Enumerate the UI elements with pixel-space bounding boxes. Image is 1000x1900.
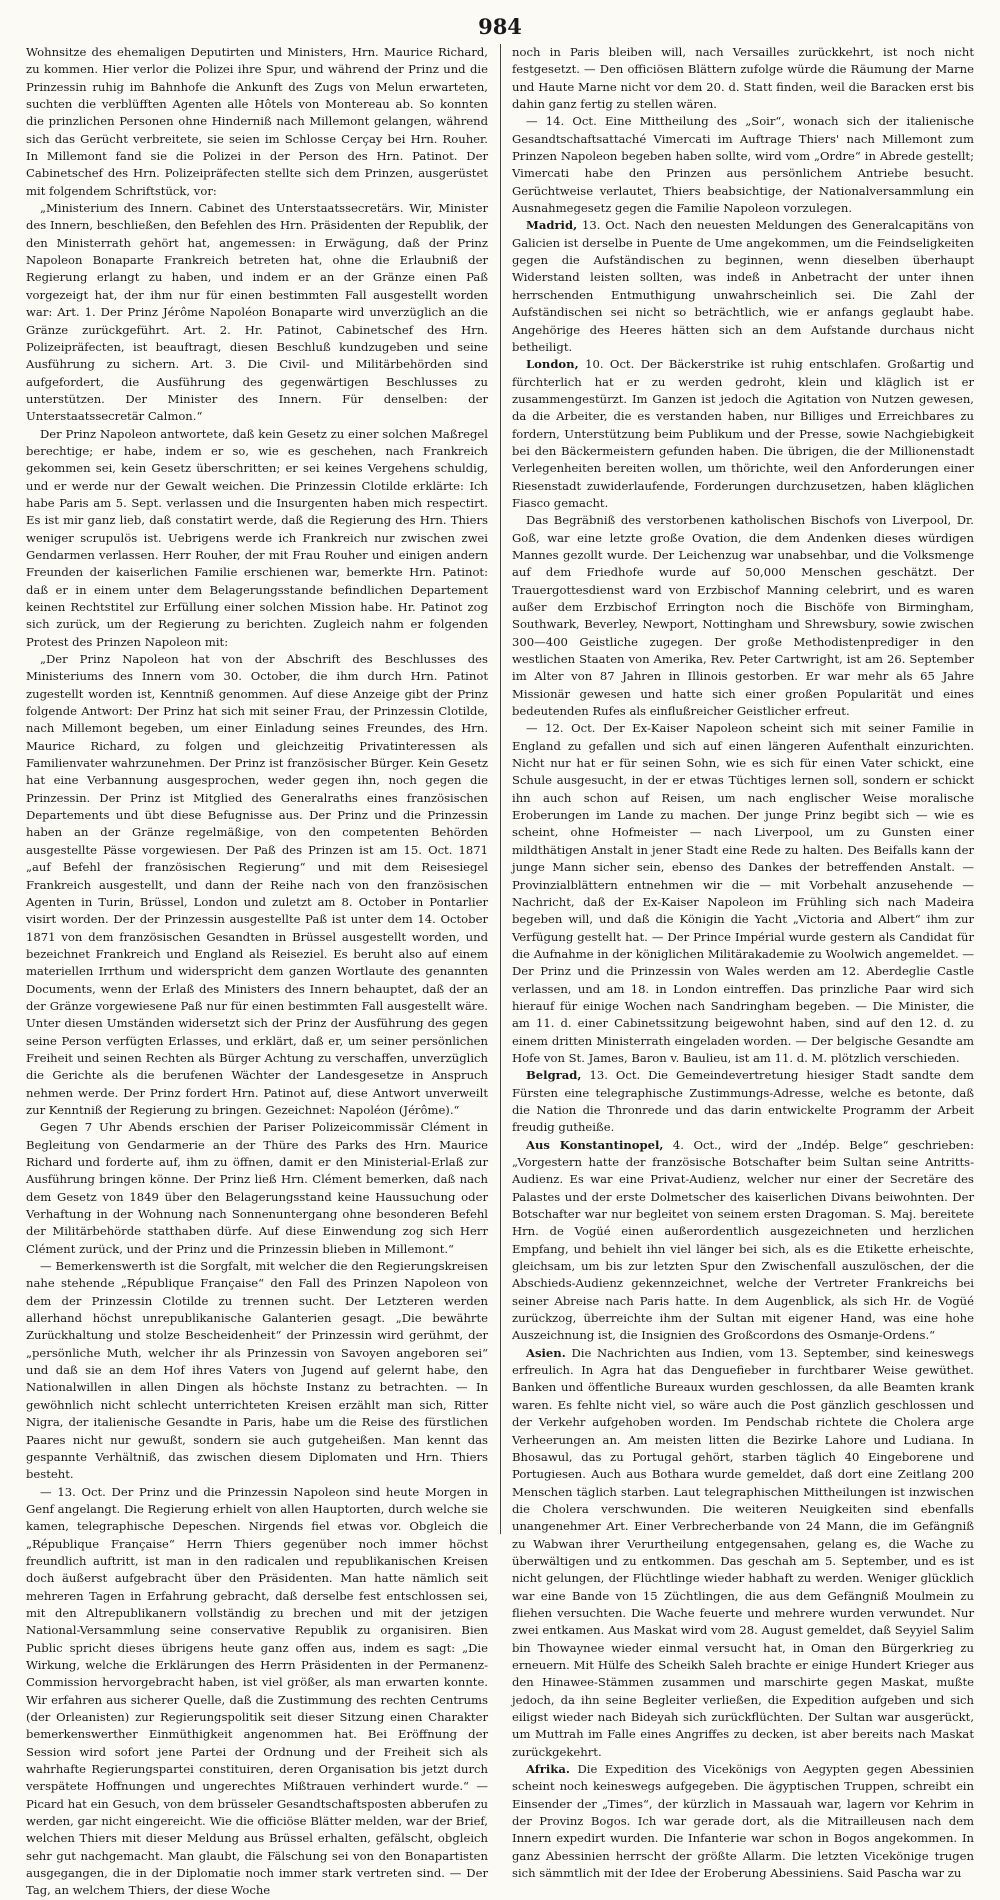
article-paragraph (26, 1484, 488, 1900)
paragraph-text: — 13. Oct. Der Prinz und die Prinzessin Napoleon sind heute Morgen in Genf angelangt. Die Regierung erhielt von allen Hauptorten, durch welche sie kamen, telegraphische Depeschen. Nirgends fiel etwas vor. Obgleich die „République Française“ Herrn Thiers gegenüber noch immer höchst freundlich auftritt, ist man in den radicalen und republikanischen Kreisen doch äußerst aufgebracht über den Präsidenten. Man hatte nämlich seit mehreren Tagen in Erfahrung gebracht, daß derselbe fest entschlossen sei, mit den Altrepublikanern vollständig zu brechen und mit der jetzigen National-Versammlung seine conservative Republik zu organisiren. Bien Public spricht dieses übrigens heute ganz offen aus, indem es sagt: „Die Wirkung, welche die Erklärungen des Herrn Präsidenten in der Permanenz-Commission hervorgebracht haben, ist viel größer, als man erwarten konnte. Wir erfahren aus sicherer Quelle, daß die Zustimmung des rechten Centrums (der Orleanisten) zur Regierungspolitik seit dieser Sitzung einen Charakter bemerkenswerther Einmüthigkeit angenommen hat. Bei Eröffnung der Session wird sofort jene Partei der Ordnung und der Freiheit sich als wahrhafte Regierungspartei constituiren, deren Organisation bis jetzt durch verspätete Hoffnungen und ungerechtes Mißtrauen verhindert wurde.“ — Picard hat ein Gesuch, von dem brüsseler Gesandtschaftsposten abberufen zu werden, gar nicht eingereicht. Wie die officiöse Blätter melden, war der Brief, welchen Thiers mit dieser Meldung aus Brüssel erhalten, gefälscht, obgleich sehr gut nachgemacht. Man glaubt, die Fälschung sei von den Bonapartisten ausgegangen, die in der Diplomatie noch immer stark vertreten sind. — Der Tag, an welchem Thiers, der diese Woche (26, 1484, 488, 1898)
article-paragraph (512, 1761, 974, 1882)
columns (26, 44, 975, 1898)
paragraph-text: noch in Paris bleiben will, nach Versailles zurückkehrt, ist noch nicht festgesetzt. — Den officiösen Blättern zufolge würde die Räumung der Marne und Haute Marne nicht vor dem 20. d. Statt finden, weil die Baracken erst bis dahin ganz fertig zu stellen wären. (512, 45, 974, 112)
column-divider (500, 44, 501, 1534)
article-paragraph (26, 651, 488, 1119)
dateline: Aus Konstantinopel, (526, 1137, 664, 1152)
paragraph-text: 4. Oct., wird der „Indép. Belge“ geschrieben: „Vorgestern hatte der französische Botschafter beim Sultan seine Antritts-Audienz. Es war eine Privat-Audienz, welcher nur einer der Secretäre des Palastes und der erste Dolmetscher des kaiserlichen Divans beiwohnten. Der Botschafter war nur begleitet von seinem ersten Dragoman. S. Maj. bereitete Hrn. de Vogüé einen außerordentlich ausgezeichneten und herzlichen Empfang, und behielt ihn viel länger bei sich, als es die Etikette erheischte, gleichsam, um bis zur letzten Spur den Zwischenfall auszulöschen, der die Abschieds-Audienz gekennzeichnet, welche der Vertreter Frankreichs bei seiner Abreise nach Paris hatte. In dem Augenblick, als sich Hr. de Vogüé zurückzog, überreichte ihm der Sultan mit eigener Hand, was eine hohe Auszeichnung ist, die Insignien des Großcordons des Osmanje-Ordens.“ (512, 1137, 974, 1343)
article-paragraph (26, 1258, 488, 1483)
article-paragraph (512, 1067, 974, 1136)
paragraph-text: Die Expedition des Vicekönigs von Aegypten gegen Abessinien scheint noch keineswegs aufgegeben. Die ägyptischen Truppen, schreibt ein Einsender der „Times“, der kürzlich in Massauah war, lagern vor Kehrim in der Provinz Bogos. Ich war gerade dort, als die Mitrailleusen nach dem Innern expedirt wurden. Die Infanterie war schon in Bogos angekommen. In ganz Abessinien herrscht der größte Allarm. Die letzten Vicekönige trugen sich sämmtlich mit der Idee der Eroberung Abessiniens. Said Pascha war zu (512, 1762, 974, 1881)
left-column (26, 44, 488, 1898)
dateline: Belgrad, (526, 1068, 582, 1083)
paragraph-text: Gegen 7 Uhr Abends erschien der Pariser Polizeicommissär Clément in Begleitung von Gendarmerie an der Thüre des Parks des Hrn. Maurice Richard und forderte auf, ihm zu öffnen, damit er den Ministerial-Erlaß zur Ausführung bringen könne. Der Prinz ließ Hrn. Clément bemerken, daß nach dem Gesetz von 1849 über den Belagerungsstand keine Haussuchung oder Verhaftung in der Wohnung nach Sonnenuntergang ohne besonderen Befehl der Militärbehörde statthaben dürfe. Auf diese Einwendung zog sich Herr Clément zurück, und der Prinz und die Prinzessin blieben in Millemont.“ (26, 1120, 488, 1256)
paragraph-text: Wohnsitze des ehemaligen Deputirten und Ministers, Hrn. Maurice Richard, zu kommen. Hier verlor die Polizei ihre Spur, und während der Prinz und die Prinzessin ruhig im Bahnhofe die Ankunft des Zugs von Melun erwarteten, suchten die verblüfften Agenten alle Hôtels von Montereau ab. So konnten die prinzlichen Personen ohne Hinderniß nach Millemont gelangen, während sich das Gerücht verbreitete, sie seien im Schlosse Cerçay bei Hrn. Rouher. In Millemont fand sie die Polizei in der Person des Hrn. Patinot. Der Cabinetschef des Hrn. Polizeipräfecten stellte sich dem Prinzen, ausgerüstet mit folgendem Schriftstück, vor: (26, 45, 488, 198)
article-paragraph (512, 113, 974, 217)
article-paragraph (512, 217, 974, 356)
paragraph-text: 13. Oct. Nach den neuesten Meldungen des Generalcapitäns von Galicien ist derselbe in Puente de Ume angekommen, um die Feindseligkeiten gegen die Aufständischen zu beginnen, wenn dieselben überhaupt Widerstand leisten sollten, was indeß in Anbetracht der unter ihnen herrschenden Entmuthigung unwahrscheinlich sei. Die Zahl der Aufständischen sei nicht so beträchtlich, wie er anfangs geglaubt habe. Angehörige des Heeres hätten sich an dem Aufstande durchaus nicht betheiligt. (512, 218, 974, 354)
dateline: London, (526, 357, 579, 372)
article-paragraph (512, 44, 974, 113)
dateline: Afrika. (526, 1762, 570, 1777)
paragraph-text: „Der Prinz Napoleon hat von der Abschrift des Beschlusses des Ministeriums des Innern vom 30. October, die ihm durch Hrn. Patinot zugestellt worden ist, Kenntniß genommen. Auf diese Anzeige gibt der Prinz folgende Antwort: Der Prinz hat sich mit seiner Frau, der Prinzessin Clotilde, nach Millemont begeben, um einer Einladung seines Freundes, des Hrn. Maurice Richard, zu folgen und gleichzeitig Privatinteressen als Familienvater wahrzunehmen. Der Prinz ist französischer Bürger. Kein Gesetz hat eine Verbannung ausgesprochen, weder gegen ihn, noch gegen die Prinzessin. Der Prinz ist Mitglied des Generalraths eines französischen Departements und übt diese Befugnisse aus. Der Prinz und die Prinzessin haben an der Gränze regelmäßige, von den competenten Behörden ausgestellte Pässe vorgewiesen. Der Paß des Prinzen ist am 15. Oct. 1871 „auf Befehl der französischen Regierung“ und mit dem Reisesiegel Frankreich ausgestellt, und dann der Reihe nach von den französischen Agenten in Turin, Brüssel, London und zuletzt am 8. October in Pontarlier visirt worden. Der der Prinzessin ausgestellte Paß ist unter dem 14. October 1871 von dem französischen Gesandten in Brüssel ausgestellt worden, und bezeichnet Frankreich und England als Reiseziel. Es beruht also auf einem materiellen Irrthum und widerspricht dem ganzen Wortlaute des genannten Documents, wenn der Erlaß des Ministers des Innern behauptet, daß der an der Gränze vorgewiesene Paß nur für einen bestimmten Fall ausgestellt wäre. Unter diesen Umständen widersetzt sich der Prinz der Ausführung des gegen seine Person verfügten Erlasses, und erklärt, daß er, um seiner persönlichen Freiheit und seinen Rechten als Bürger Achtung zu verschaffen, unverzüglich die Gerichte als die berufenen Wächter der Landesgesetze in Anspruch nehmen werde. Der Prinz fordert Hrn. Patinot auf, diese Antwort unverweilt zur Kenntniß der Regierung zu bringen. Gezeichnet: Napoléon (Jérôme).“ (26, 652, 488, 1117)
article-paragraph (512, 720, 974, 1067)
article-paragraph (512, 512, 974, 720)
paragraph-text: Das Begräbniß des verstorbenen katholischen Bischofs von Liverpool, Dr. Goß, war eine letzte große Ovation, die dem Andenken dieses würdigen Mannes gezollt wurde. Der Leichenzug war unabsehbar, und die Volksmenge auf dem Friedhofe wurde auf 50,000 Menschen geschätzt. Der Trauergottesdienst ward von Erzbischof Manning celebrirt, und es waren außer dem Erzbischof Errington noch die Bischöfe von Birmingham, Southwark, Beverley, Newport, Nottingham und Shrewsbury, sowie zwischen 300—400 Geistliche zugegen. Der große Methodistenprediger in den westlichen Staaten von Amerika, Rev. Peter Cartwright, ist am 26. September im Alter von 87 Jahren in Illinois gestorben. Er war mehr als 65 Jahre Missionär gewesen und hatte sich einer großen Popularität und eines bedeutenden Rufes als einflußreicher Geistlicher erfreut. (512, 513, 974, 719)
article-paragraph (26, 1119, 488, 1258)
paragraph-text: 10. Oct. Der Bäckerstrike ist ruhig entschlafen. Großartig und fürchterlich hat er zu werden gedroht, klein und kläglich ist er zusammengestürzt. Im Ganzen ist jedoch die Agitation von Nutzen gewesen, da die Arbeiter, die es verstanden haben, nur Billiges und Erreichbares zu fordern, Unterstützung beim Publikum und der Presse, sowie Nachgiebigkeit bei den Bäckermeistern gefunden haben. Die übrigen, die der Millionenstadt Verlegenheiten bereiten wollen, um thörichte, weil den Anforderungen einer Riesenstadt zuwiderlaufende, Forderungen durchzusetzen, haben kläglichen Fiasco gemacht. (512, 357, 974, 510)
article-paragraph (26, 426, 488, 651)
paragraph-text: 13. Oct. Die Gemeindevertretung hiesiger Stadt sandte dem Fürsten eine telegraphische Zustimmungs-Adresse, welche es betonte, daß die Nation die Thronrede und das darin entwickelte Programm der Arbeit freudig gutheiße. (512, 1068, 974, 1135)
paragraph-text: — 14. Oct. Eine Mittheilung des „Soir“, wonach sich der italienische Gesandtschaftsattaché Vimercati im Auftrage Thiers' nach Millemont zum Prinzen Napoleon begeben haben sollte, wird vom „Ordre“ in Abrede gestellt; Vimercati habe den Prinzen aus persönlichem Antriebe besucht. Gerüchtweise verlautet, Thiers beabsichtige, der Nationalversammlung ein Ausnahmegesetz gegen die Familie Napoleon vorzulegen. (512, 114, 974, 216)
article-paragraph (512, 356, 974, 512)
paragraph-text: — 12. Oct. Der Ex-Kaiser Napoleon scheint sich mit seiner Familie in England zu gefallen und sich auf einen längeren Aufenthalt einzurichten. Nicht nur hat er für seinen Sohn, wie es sich für einen Vater schickt, eine Schule ausgesucht, in der er etwas Tüchtiges lernen soll, sondern er schickt ihn auch schon auf Reisen, um nach englischer Weise moralische Eroberungen im Lande zu machen. Der junge Prinz begibt sich — wie es scheint, ohne Hofmeister — nach Liverpool, um zu Gunsten einer mildthätigen Anstalt in jener Stadt eine Rede zu halten. Des Beifalls kann der junge Mann sicher sein, ebenso des Dankes der betreffenden Anstalt. — Provinzialblättern entnehmen wir die — mit Vorbehalt anzusehende — Nachricht, daß der Ex-Kaiser Napoleon im Frühling sich nach Madeira begeben will, und daß die Königin die Yacht „Victoria and Albert“ ihm zur Verfügung gestellt hat. — Der Prince Impérial wurde gestern als Candidat für die Aufnahme in der königlichen Militärakademie zu Woolwich angemeldet. — Der Prinz und die Prinzessin von Wales werden am 12. Aberdeglie Castle verlassen, und am 18. in London eintreffen. Das prinzliche Paar wird sich hierauf für einige Wochen nach Sandringham begeben. — Die Minister, die am 11. d. einer Cabinetssitzung beigewohnt haben, sind auf den 12. d. zu einem dritten Ministerrath eingeladen worden. — Der belgische Gesandte am Hofe von St. James, Baron v. Baulieu, ist am 11. d. M. plötzlich verschieden. (512, 721, 974, 1065)
dateline: Madrid, (526, 218, 578, 233)
paragraph-text: Die Nachrichten aus Indien, vom 13. September, sind keineswegs erfreulich. In Agra hat das Denguefieber in furchtbarer Weise gewüthet. Banken und öffentliche Bureaux wurden geschlossen, da alle Beamten krank waren. Es fehlte nicht viel, so wäre auch die Post gänzlich geschlossen und der Verkehr aufgehoben worden. Im Pendschab richtete die Cholera arge Verheerungen an. Am meisten litten die Bezirke Lahore und Ludiana. In Bhosawul, das zu Portugal gehört, starben täglich 40 Eingeborene und Portugiesen. Auch aus Bothara wurde gemeldet, daß dort eine Zeitlang 200 Menschen täglich starben. Laut telegraphischen Mittheilungen ist inzwischen die Cholera verschwunden. Die weiteren Neuigkeiten sind ebenfalls unangenehmer Art. Einer Verbrecherbande von 24 Mann, die im Gefängniß zu Wabwan ihrer Verurtheilung entgegensahen, gelang es, die Wache zu überwältigen und zu entkommen. Das geschah am 5. September, und es ist nicht gelungen, der Flüchtlinge wieder habhaft zu werden. Weniger glücklich war eine Bande von 15 Züchtlingen, die aus dem Gefängniß Moulmein zu fliehen versuchten. Die Wache feuerte und mehrere wurden verwundet. Nur zwei entkamen. Aus Maskat wird vom 28. August gemeldet, daß Seyyiel Salim bin Thowaynee wieder einmal versucht hat, in Oman den Bürgerkrieg zu erneuern. Mit Hülfe des Scheikh Saleh brachte er einige Hundert Krieger aus den Hinawee-Stämmen zusammen und marschirte gegen Maskat, mußte jedoch, da ihn seine Begleiter verließen, die Expedition aufgeben und sich eiligst wieder nach Bideyah sich zurückflüchten. Der Sultan war ausgerückt, um Muttrah im Falle eines Angriffes zu decken, ist aber bereits nach Maskat zurückgekehrt. (512, 1345, 975, 1759)
paragraph-text: Der Prinz Napoleon antwortete, daß kein Gesetz zu einer solchen Maßregel berechtige; er habe, indem er so, wie es geschehen, nach Frankreich gekommen sei, kein Gesetz überschritten; er sei keines Vergehens schuldig, und er werde nur der Gewalt weichen. Die Prinzessin Clotilde erklärte: Ich habe Paris am 5. Sept. verlassen und die Insurgenten haben mich respectirt. Es ist mir ganz lieb, daß constatirt werde, daß die Regierung des Hrn. Thiers weniger scrupulös ist. Uebrigens werde ich Frankreich nur zwischen zwei Gendarmen verlassen. Herr Rouher, der mit Frau Rouher und einigen andern Freunden der kaiserlichen Familie erschienen war, bemerkte Hrn. Patinot: daß er in einem unter dem Belagerungsstande befindlichen Departement keinen Rechtstitel zur Erfüllung einer solchen Mission habe. Hr. Patinot zog sich zurück, um der Regierung zu berichten. Zugleich nahm er folgenden Protest des Prinzen Napoleon mit: (26, 426, 488, 649)
page-number: 984 (478, 14, 522, 39)
right-column (512, 44, 975, 1881)
article-paragraph (26, 200, 488, 425)
paragraph-text: „Ministerium des Innern. Cabinet des Unterstaatssecretärs. Wir, Minister des Innern, beschließen, den Befehlen des Hrn. Präsidenten der Republik, der den Ministerrath gehört hat, angemessen: in Erwägung, daß der Prinz Napoleon Bonaparte Frankreich betreten hat, ohne die Erlaubniß der Regierung erlangt zu haben, und indem er an der Gränze einen Paß vorgezeigt hat, der ihm nur für einen bestimmten Fall ausgestellt worden war: Art. 1. Der Prinz Jérôme Napoléon Bonaparte wird unverzüglich an die Gränze zurückgeführt. Art. 2. Hr. Patinot, Cabinetschef des Hrn. Polizeipräfecten, ist beauftragt, diesen Beschluß kundzugeben und seine Ausführung zu sichern. Art. 3. Die Civil- und Militärbehörden sind aufgefordert, die Ausführung des gegenwärtigen Beschlusses zu unterstützen. Der Minister des Innern. Für denselben: der Unterstaatssecretär Calmon.“ (26, 201, 488, 424)
dateline: Asien. (526, 1345, 566, 1360)
article-paragraph (26, 44, 488, 200)
paragraph-text: — Bemerkenswerth ist die Sorgfalt, mit welcher die den Regierungskreisen nahe stehende „République Française“ den Fall des Prinzen Napoleon von dem der Prinzessin Clotilde zu trennen sucht. Der Letzteren werden allerhand höchst unrepublikanische Galanterien gesagt. „Die bewährte Zurückhaltung und stolze Bescheidenheit“ der Prinzessin wird gerühmt, der „persönliche Muth, welcher ihr als Prinzessin von Savoyen angeboren sei“ und daß sie an dem Hof ihres Vaters von Jugend auf gelernt habe, den Nationalwillen in allen Dingen als höchste Instanz zu betrachten. — In gewöhnlich nicht schlecht unterrichteten Kreisen erzählt man sich, Ritter Nigra, der italienische Gesandte in Paris, habe um die Reise des fürstlichen Paares nicht nur gewußt, sondern sie auch gutgeheißen. Man kennt das gespannte Verhältniß, das zwischen diesem Diplomaten und Hrn. Thiers besteht. (26, 1259, 488, 1482)
article-paragraph (512, 1137, 974, 1345)
article-paragraph (512, 1345, 974, 1761)
